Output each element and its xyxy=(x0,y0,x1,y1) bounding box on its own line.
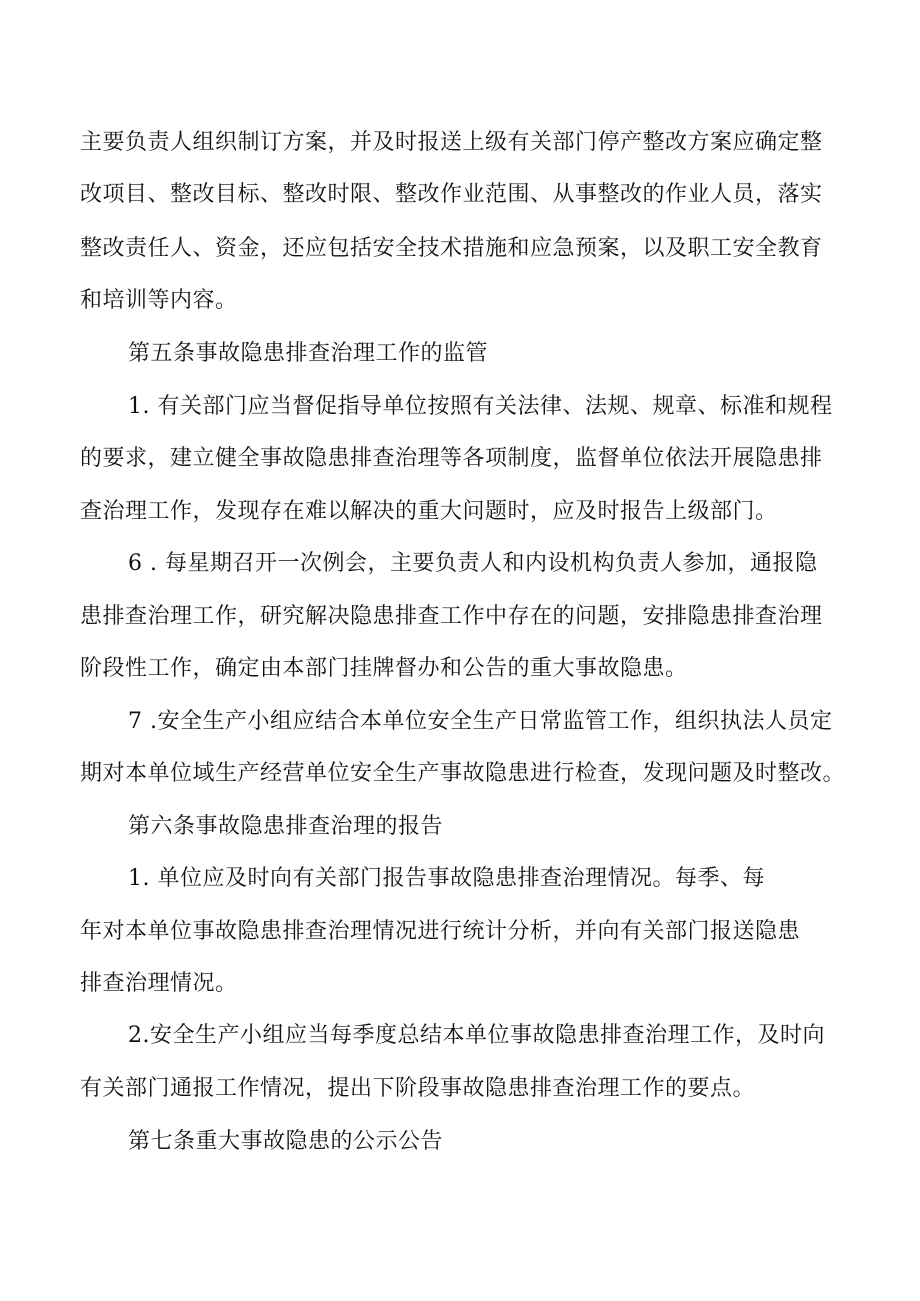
paragraph-line: 7 .安全生产小组应结合本单位安全生产日常监管工作，组织执法人员定 xyxy=(128,709,833,734)
paragraph-line: 年对本单位事故隐患排查治理情况进行统计分析，并向有关部门报送隐患 xyxy=(80,919,801,944)
paragraph-line: 患排查治理工作，研究解决隐患排查工作中存在的问题，安排隐患排查治理 xyxy=(80,604,823,629)
section-heading: 第五条事故隐患排查治理工作的监管 xyxy=(128,341,489,366)
paragraph-line: 6 . 每星期召开一次例会，主要负责人和内设机构负责人参加，通报隐 xyxy=(128,551,818,576)
paragraph-line: 1. 有关部门应当督促指导单位按照有关法律、法规、规章、标准和规程 xyxy=(128,394,833,419)
paragraph-line: 2.安全生产小组应当每季度总结本单位事故隐患排查治理工作，及时向 xyxy=(128,1023,825,1048)
section-heading: 第六条事故隐患排查治理的报告 xyxy=(128,814,444,839)
paragraph-line: 期对本单位域生产经营单位安全生产事故隐患进行检查，发现问题及时整改。 xyxy=(80,761,846,786)
paragraph-line: 阶段性工作，确定由本部门挂牌督办和公告的重大事故隐患。 xyxy=(80,656,688,681)
paragraph-line: 的要求，建立健全事故隐患排查治理等各项制度，监督单位依法开展隐患排 xyxy=(80,446,823,471)
paragraph-line: 改项目、整改目标、整改时限、整改作业范围、从事整改的作业人员，落实 xyxy=(80,182,823,207)
section-heading: 第七条重大事故隐患的公示公告 xyxy=(128,1129,444,1154)
paragraph-line: 查治理工作，发现存在难以解决的重大问题时，应及时报告上级部门。 xyxy=(80,499,778,524)
paragraph-line: 和培训等内容。 xyxy=(80,288,238,313)
paragraph-line: 1. 单位应及时向有关部门报告事故隐患排查治理情况。每季、每 xyxy=(128,866,765,891)
paragraph-line: 主要负责人组织制订方案，并及时报送上级有关部门停产整改方案应确定整 xyxy=(80,130,823,155)
paragraph-line: 排查治理情况。 xyxy=(80,971,238,996)
paragraph-line: 整改责任人、资金，还应包括安全技术措施和应急预案，以及职工安全教育 xyxy=(80,236,823,261)
paragraph-line: 有关部门通报工作情况，提出下阶段事故隐患排查治理工作的要点。 xyxy=(80,1076,756,1101)
